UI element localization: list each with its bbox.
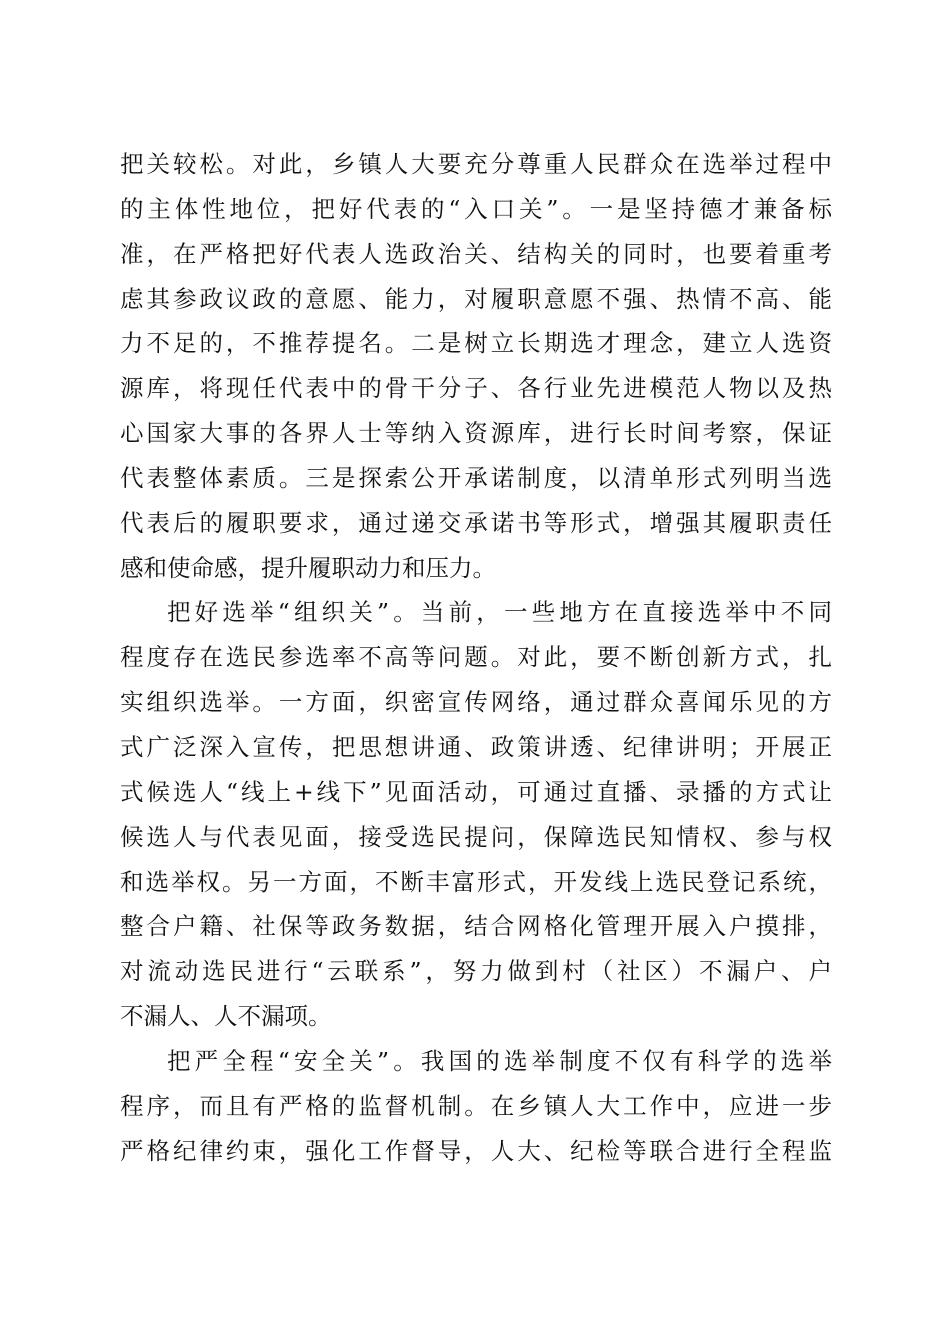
text-line: 感和使命感，提升履职动力和压力。 [120,553,496,582]
text-line: 把关较松。对此，乡镇人大要充分尊重人民群众在选举过程中 [120,150,832,178]
text-line: 程序，而且有严格的监督机制。在乡镇人大工作中，应进一步 [120,1091,832,1120]
text-line: 实组织选举。一方面，织密宣传网络，通过群众喜闻乐见的方 [120,688,832,717]
text-line: 虑其参政议政的意愿、能力，对履职意愿不强、热情不高、能 [120,284,832,313]
paragraph [120,142,832,590]
text-line: 不漏人、人不漏项。 [120,1002,332,1031]
text-line: 力不足的，不推荐提名。二是树立长期选才理念，建立人选资 [120,329,832,358]
paragraph [120,590,832,1038]
text-line: 和选举权。另一方面，不断丰富形式，开发线上选民登记系统， [120,867,832,896]
text-line: 准，在严格把好代表人选政治关、结构关的同时，也要着重考 [120,239,832,268]
text-line: 代表整体素质。三是探索公开承诺制度，以清单形式列明当选 [120,463,832,492]
text-line: 源库，将现任代表中的骨干分子、各行业先进模范人物以及热 [120,374,832,403]
text-line: 式候选人“线上+线下”见面活动，可通过直播、录播的方式让 [120,777,832,806]
text-line: 式广泛深入宣传，把思想讲通、政策讲透、纪律讲明；开展正 [120,732,832,761]
text-line: 心国家大事的各界人士等纳入资源库，进行长时间考察，保证 [120,419,832,448]
text-line: 候选人与代表见面，接受选民提问，保障选民知情权、参与权 [120,822,832,851]
document-body [120,142,832,1173]
text-line: 代表后的履职要求，通过递交承诺书等形式，增强其履职责任 [120,508,832,537]
text-line: 严格纪律约束，强化工作督导，人大、纪检等联合进行全程监 [120,1136,832,1165]
text-line: 整合户籍、社保等政务数据，结合网格化管理开展入户摸排， [120,912,832,941]
text-line: 把好选举“组织关”。当前，一些地方在直接选举中不同 [167,598,832,627]
text-line: 程度存在选民参选率不高等问题。对此，要不断创新方式，扎 [120,643,832,672]
text-line: 对流动选民进行“云联系”，努力做到村（社区）不漏户、户 [120,957,832,986]
text-line: 把严全程“安全关”。我国的选举制度不仅有科学的选举 [167,1046,832,1075]
text-line: 的主体性地位，把好代表的“入口关”。一是坚持德才兼备标 [120,194,832,223]
paragraph [120,1039,832,1174]
